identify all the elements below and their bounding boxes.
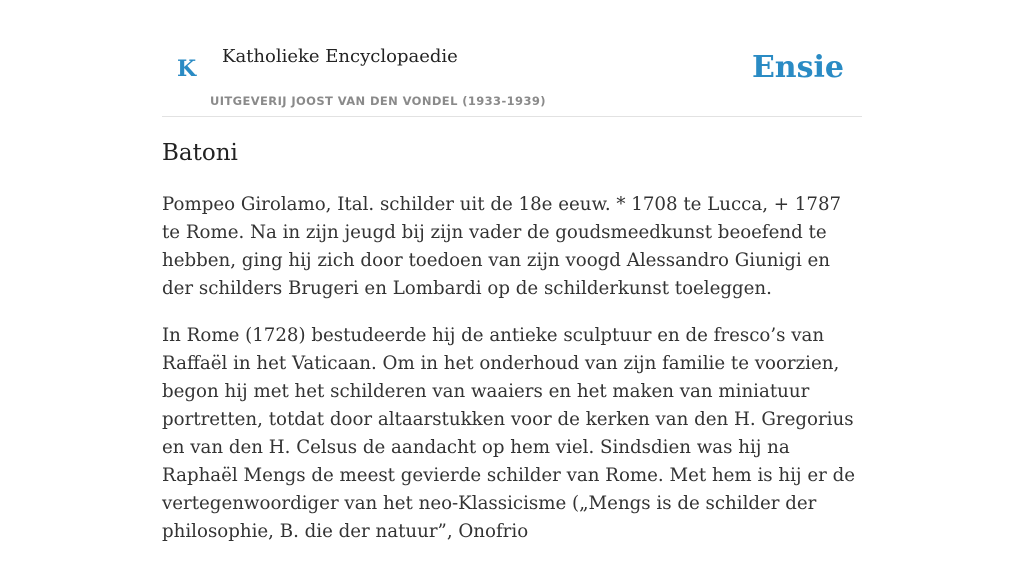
article-body (162, 191, 862, 565)
page-container (162, 0, 862, 542)
article-paragraph: Pompeo Girolamo, Ital. schilder uit de 18e eeuw. * 1708 te Lucca, + 1787 te Rome. Na in zijn jeugd bij zijn vader de goudsmeedkunst beoefend te hebben, ging hij zich door toedoen van zijn voogd Alessandro Giunigi en der schilders Brugeri en Lombardi op de schilderkunst toeleggen. (162, 194, 842, 299)
article-title: Batoni (162, 140, 238, 166)
site-header (162, 0, 862, 117)
site-name-link[interactable]: Katholieke Encyclopaedie (222, 46, 458, 67)
publisher-label: UITGEVERIJ JOOST VAN DEN VONDEL (1933-1939) (210, 94, 546, 108)
ensie-brand-link[interactable]: Ensie (751, 50, 844, 85)
article-paragraph: In Rome (1728) bestudeerde hij de antieke sculptuur en de fresco’s van Raffaël in het Vaticaan. Om in het onderhoud van zijn familie te voorzien, begon hij met het schilderen van waaiers en het maken van miniatuur portretten, totdat door altaarstukken voor de kerken van den H. Gregorius en van den H. Celsus de aandacht op hem viel. Sindsdien was hij na Raphaël Mengs de meest gevierde schilder van Rome. Met hem is hij er de vertegenwoordiger van het neo-Klassicisme („Mengs is de schilder der philosophie, B. die der natuur”, Onofrio (162, 325, 855, 542)
encyclopedia-logo-icon[interactable]: K (177, 56, 197, 82)
